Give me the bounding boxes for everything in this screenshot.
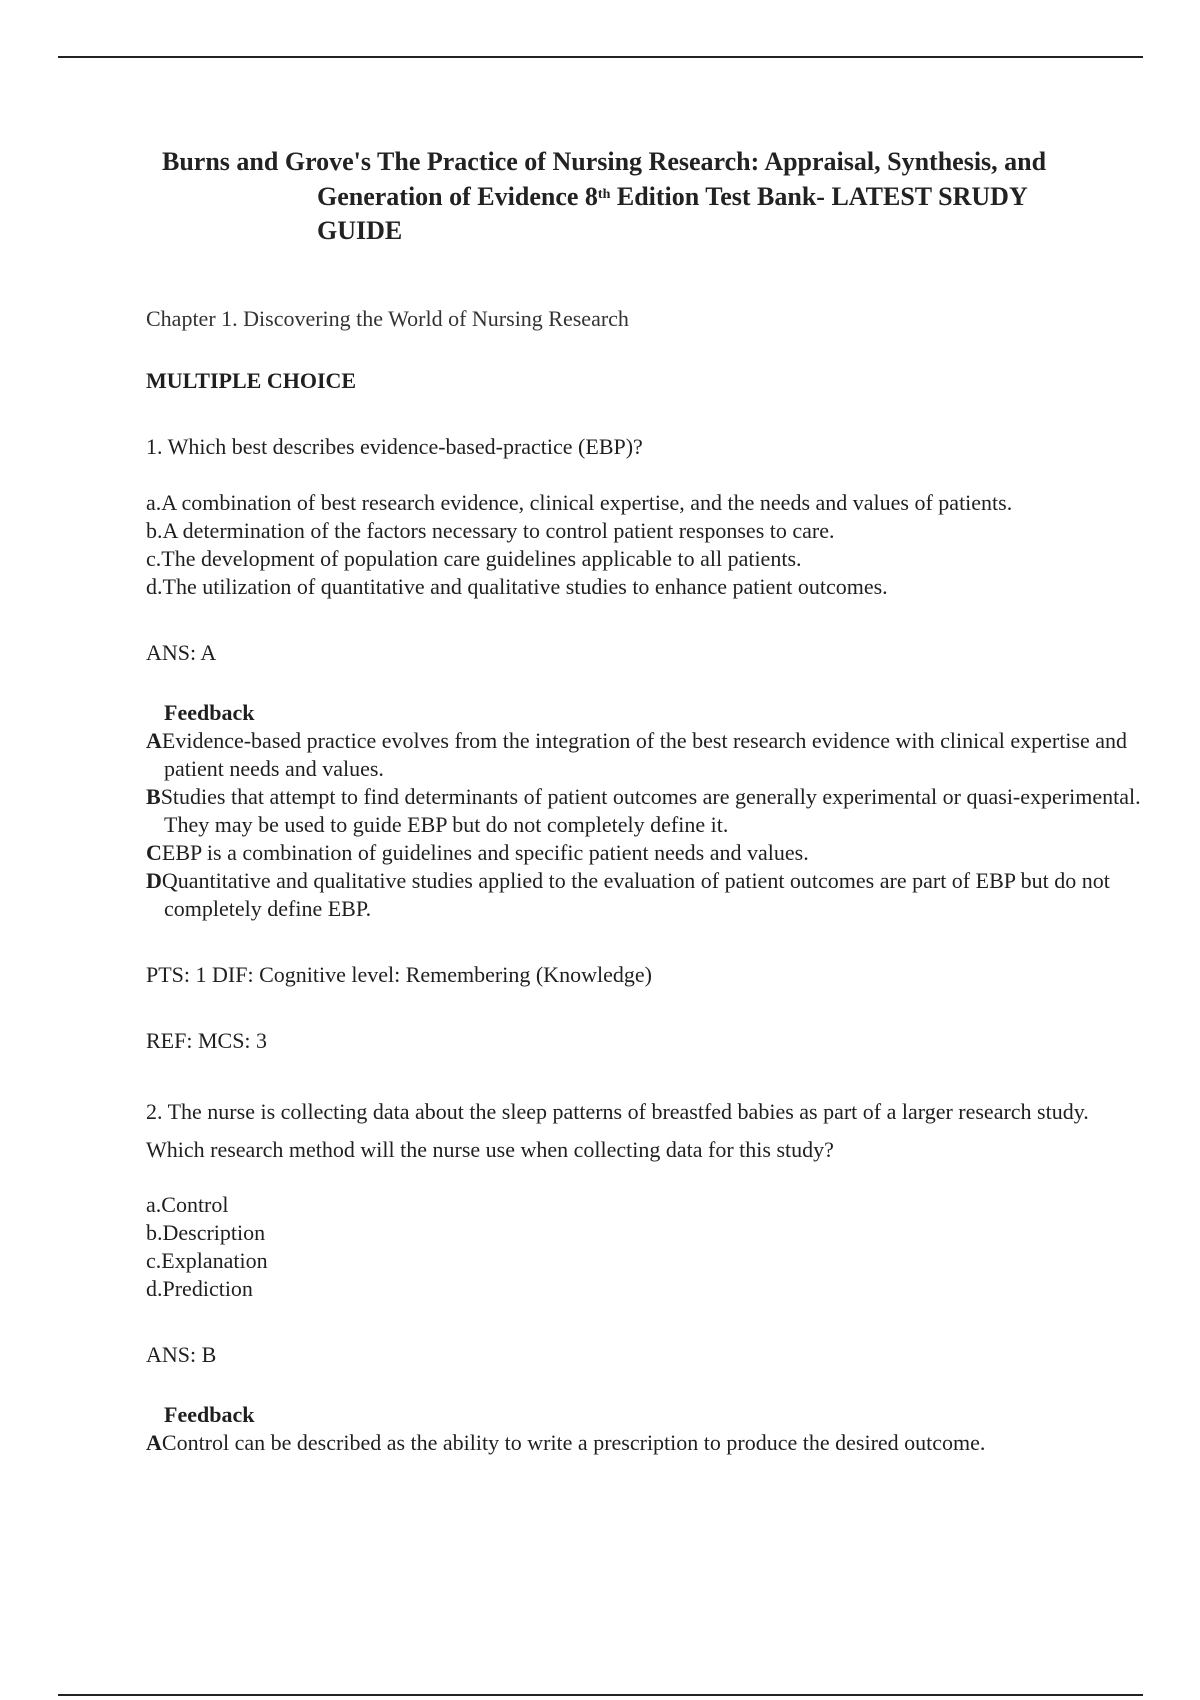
feedback-letter: A xyxy=(146,1430,162,1455)
option-a: a.A combination of best research evidence, clinical expertise, and the needs and values of patients. xyxy=(146,490,1013,515)
page-content xyxy=(146,305,1146,1457)
title-superscript: th xyxy=(597,186,611,202)
feedback-letter: D xyxy=(146,868,162,893)
feedback-item xyxy=(146,867,1146,923)
section-heading: MULTIPLE CHOICE xyxy=(146,368,357,393)
question-2-feedback-heading: Feedback xyxy=(164,1402,255,1427)
option-d: d.Prediction xyxy=(146,1276,253,1301)
title-line-2-end: Edition Test Bank- LATEST SRUDY GUIDE xyxy=(317,181,1027,245)
feedback-letter: C xyxy=(146,840,162,865)
feedback-text: Quantitative and qualitative studies applied to the evaluation of patient outcomes are part of EBP but do not completely define EBP. xyxy=(161,868,1110,921)
title-line-2: and Generation of Evidence 8 xyxy=(317,147,1047,211)
question-2-answer: ANS: B xyxy=(146,1342,217,1367)
question-1-answer: ANS: A xyxy=(146,640,217,665)
option-c: c.Explanation xyxy=(146,1248,268,1273)
title-line-1: Burns and Grove's The Practice of Nursing Research: Appraisal, Synthesis, xyxy=(162,147,998,176)
feedback-item xyxy=(146,727,1146,783)
top-rule xyxy=(58,56,1143,58)
option-d: d.The utilization of quantitative and qualitative studies to enhance patient outcomes. xyxy=(146,574,888,599)
question-1-stem: 1. Which best describes evidence-based-practice (EBP)? xyxy=(146,434,643,459)
option-b: b.A determination of the factors necessary to control patient responses to care. xyxy=(146,518,835,543)
chapter-heading: Chapter 1. Discovering the World of Nursing Research xyxy=(146,306,629,331)
question-1-pts-dif: PTS: 1 DIF: Cognitive level: Remembering (Knowledge) xyxy=(146,962,652,987)
feedback-text: EBP is a combination of guidelines and specific patient needs and values. xyxy=(161,840,809,865)
feedback-item xyxy=(146,839,1146,867)
option-b: b.Description xyxy=(146,1220,266,1245)
question-1-ref: REF: MCS: 3 xyxy=(146,1028,268,1053)
feedback-text: Control can be described as the ability to write a prescription to produce the desired outcome. xyxy=(161,1430,986,1455)
feedback-letter: B xyxy=(146,784,161,809)
question-2-options xyxy=(146,1191,1146,1303)
feedback-item xyxy=(146,783,1146,839)
feedback-letter: A xyxy=(146,728,162,753)
question-2-stem: 2. The nurse is collecting data about the sleep patterns of breastfed babies as part of a larger research study. Which research method will the nurse use when collecting data for this study? xyxy=(146,1099,1089,1162)
question-1-feedback-heading: Feedback xyxy=(164,700,255,725)
bottom-rule xyxy=(58,1694,1143,1696)
feedback-text: Studies that attempt to find determinants of patient outcomes are generally experimental or quasi-experimental. They may be used to guide EBP but do not completely define it. xyxy=(160,784,1141,837)
feedback-text: Evidence-based practice evolves from the integration of the best research evidence with clinical expertise and patient needs and values. xyxy=(161,728,1128,781)
option-c: c.The development of population care guidelines applicable to all patients. xyxy=(146,546,802,571)
question-1-options xyxy=(146,489,1146,601)
document-title xyxy=(162,145,1112,249)
feedback-item xyxy=(146,1429,1146,1457)
option-a: a.Control xyxy=(146,1192,229,1217)
